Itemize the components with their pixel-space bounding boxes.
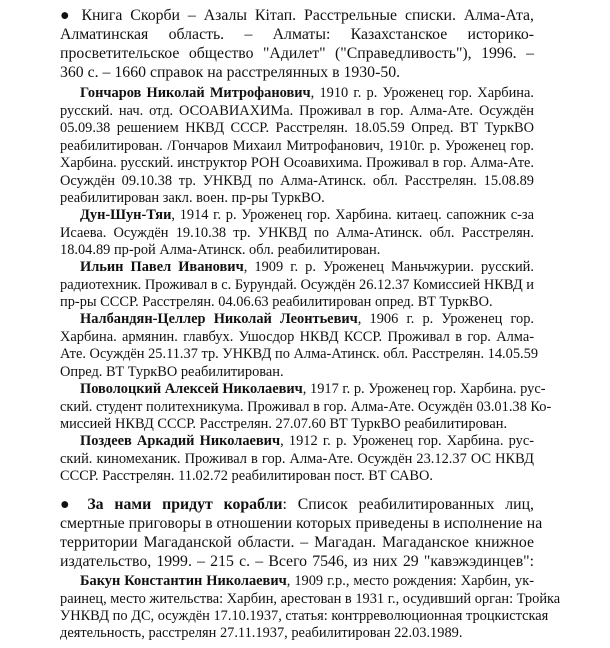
entry-line: УНКВД по ДС, осуждён 17.10.1937, статья: контрреволюционная троцкистская: [60, 608, 549, 624]
entry-line: Исаева. Осуждён 19.10.38 тр. УНКВД по Алма-Атинск. обл. Расстрелян.: [60, 225, 534, 241]
source-line: Алматинская область. – Алматы: Казахстанское историко-: [60, 26, 534, 43]
source-first-line: ● Книга Скорби – Азалы Кітап. Расстрельные списки. Алма-Ата,: [60, 7, 535, 24]
entry-line: ский. студент политехникума. Проживал в гор. Алма-Ате. Осуждён 03.01.38 Ко-: [60, 399, 552, 415]
entry-line: Харбина. русский. инструктор РОН Осоавихима. Проживал в гор. Алма-Ате.: [60, 155, 534, 171]
person-name: Поздеев Аркадий Николаевич: [80, 433, 281, 449]
source-line: смертные приговоры в отношении которых приведены в исполнение на: [60, 515, 543, 532]
entry-line: раинец, место жительства: Харбин, арестован в 1931 г., осудивший орган: Тройка: [60, 591, 561, 607]
source-first-line: ● За нами придут корабли: Список реабилитированных лиц,: [60, 496, 535, 513]
entry-line: миссией НКВД СССР. Расстрелян. 27.07.60 ВТ ТуркВО реабилитирован.: [60, 416, 508, 432]
source-line: просветительское общество "Адилет" ("Справедливость"), 1996. –: [60, 45, 534, 62]
person-name: Ильин Павел Иванович: [80, 259, 244, 275]
entry-line: Ате. Осуждён 25.11.37 тр. УНКВД по Алма-Атинск. обл. Расстрелян. 14.05.59: [60, 346, 539, 362]
source-line: территории Магаданской области. – Магадан. Магаданское книжное: [60, 534, 534, 551]
person-name: Дун-Шун-Тяи: [80, 207, 172, 223]
document-page: ● Книга Скорби – Азалы Кітап. Расстрельные списки. Алма-Ата, Алматинская область. – Алматы: Казахстанское историко- просветительское общество "Адилет" ("Справедливость"), 1996. – 360 с. – 1660 справок на расстрелянных в 1930-50. Гончаров Николай Митрофанович, 1910 г. р. Уроженец гор. Харбина. русский. нач. отд. ОСОАВИАХИМа. Проживал в гор. Алма-Ате. Осуждён 05.09.38 решением НКВД СССР. Расстрелян. 18.05.59 Опред. ВТ ТуркВО реабилитирован. /Гончаров Михаил Митрофанович, 1910г. р. Уроженец гор. Харбина. русский. инструктор РОН Осоавихима. Проживал в гор. Алма-Ате. Осуждён 09.10.38 тр. УНКВД по Алма-Атинск. обл. Расстрелян. 15.08.89 реабилитирован закл. воен. пр-ры ТуркВО. Дун-Шун-Тяи, 1914 г. р. Уроженец гор. Харбина. китаец. сапожник с-за Исаева. Осуждён 19.10.38 тр. УНКВД по Алма-Атинск. обл. Расстрелян. 18.04.89 пр-рой Алма-Атинск. обл. реабилитирован. Ильин Павел Иванович, 1909 г. р. Уроженец Маньчжурии. русский. радиотехник. Проживал в с. Бурундай. Осуждён 26.12.37 Комиссией НКВД и пр-ры СССР. Расстрелян. 04.06.63 реабилитирован опред. ВТ ТуркВО. Налбандян-Целлер Николай Леонтьевич, 1906 г. р. Уроженец гор. Харбина. армянин. главбух. Ушосдор НКВД КССР. Проживал в гор. Алма- Ате. Осуждён 25.11.37 тр. УНКВД по Алма-Атинск. обл. Расстрелян. 14.05.59 Опред. ВТ ТуркВО реабилитирован. Поволоцкий Алексей Николаевич, 1917 г. р. Уроженец гор. Харбина. рус- ский. студент политехникума. Проживал в гор. Алма-Ате. Осуждён 03.01.38 Ко- миссией НКВД СССР. Расстрелян. 27.07.60 ВТ ТуркВО реабилитирован. Поздеев Аркадий Николаевич, 1912 г. р. Уроженец гор. Харбина. рус- ский. киномеханик. Проживал в гор. Алма-Ате. Осуждён 23.12.37 ОС НКВД СССР. Расстрелян. 11.02.72 реабилитирован пост. ВТ САВО. ● За нами придут корабли: Список реабилитированных лиц, смертные приговоры в отношении которых приведены в исполнение на территории Магаданской области. – Магадан. Магаданское книжное издательство, 1999. – 215 с. – Всего 7546, из них 29 "кавэжэдинцев": Бакун Константин Николаевич, 1909 г.р., место рождения: Харбин, ук- раинец, место жительства: Харбин, арестован в 1931 г., осудивший орган: Тройка УНКВД по ДС, осуждён 17.10.1937, статья: контрреволюционная троцкистская деятельность, расстрелян 27.11.1937, реабилитирован 22.03.1989.: [60, 7, 561, 641]
entry-line: реабилитирован. /Гончаров Михаил Митрофанович, 1910г. р. Уроженец гор.: [60, 138, 534, 154]
person-name: Налбандян-Целлер Николай Леонтьевич: [80, 311, 358, 327]
source-title: Книга Скорби – Азалы Кітап.: [81, 7, 297, 24]
entry-line: пр-ры СССР. Расстрелян. 04.06.63 реабилитирован опред. ВТ ТуркВО.: [60, 294, 493, 310]
entry-line: реабилитирован закл. воен. пр-ры ТуркВО.: [60, 190, 325, 206]
entry-line: радиотехник. Проживал в с. Бурундай. Осуждён 26.12.37 Комиссией НКВД и: [60, 277, 534, 293]
bullet-icon: ●: [60, 496, 77, 513]
bullet-icon: ●: [60, 7, 74, 24]
source-line: издательство, 1999. – 215 с. – Всего 7546, из них 29 "кавэжэдинцев":: [60, 553, 534, 570]
entry-line: 18.04.89 пр-рой Алма-Атинск. обл. реабилитирован.: [60, 242, 381, 258]
entry-line: СССР. Расстрелян. 11.02.72 реабилитирован пост. ВТ САВО.: [60, 468, 433, 484]
entry-line: Харбина. армянин. главбух. Ушосдор НКВД КССР. Проживал в гор. Алма-: [60, 329, 534, 345]
entry-line: Опред. ВТ ТуркВО реабилитирован.: [60, 364, 284, 380]
entry-line: русский. нач. отд. ОСОАВИАХИМа. Проживал в гор. Алма-Ате. Осуждён: [60, 103, 534, 119]
person-name: Гончаров Николай Митрофанович: [80, 85, 311, 101]
entry-line: 05.09.38 решением НКВД СССР. Расстрелян. 18.05.59 Опред. ВТ ТуркВО: [60, 120, 534, 136]
entry-line: ский. киномеханик. Проживал в гор. Алма-Ате. Осуждён 23.12.37 ОС НКВД: [60, 451, 534, 467]
source-line: 360 с. – 1660 справок на расстрелянных в 1930-50.: [60, 64, 401, 81]
entry-line: Осуждён 09.10.38 тр. УНКВД по Алма-Атинск. обл. Расстрелян. 15.08.89: [60, 173, 534, 189]
person-name: Бакун Константин Николаевич: [80, 573, 287, 589]
source-title: За нами придут корабли: [87, 496, 283, 513]
entry-line: деятельность, расстрелян 27.11.1937, реабилитирован 22.03.1989.: [60, 625, 463, 641]
person-name: Поволоцкий Алексей Николаевич: [80, 381, 303, 397]
